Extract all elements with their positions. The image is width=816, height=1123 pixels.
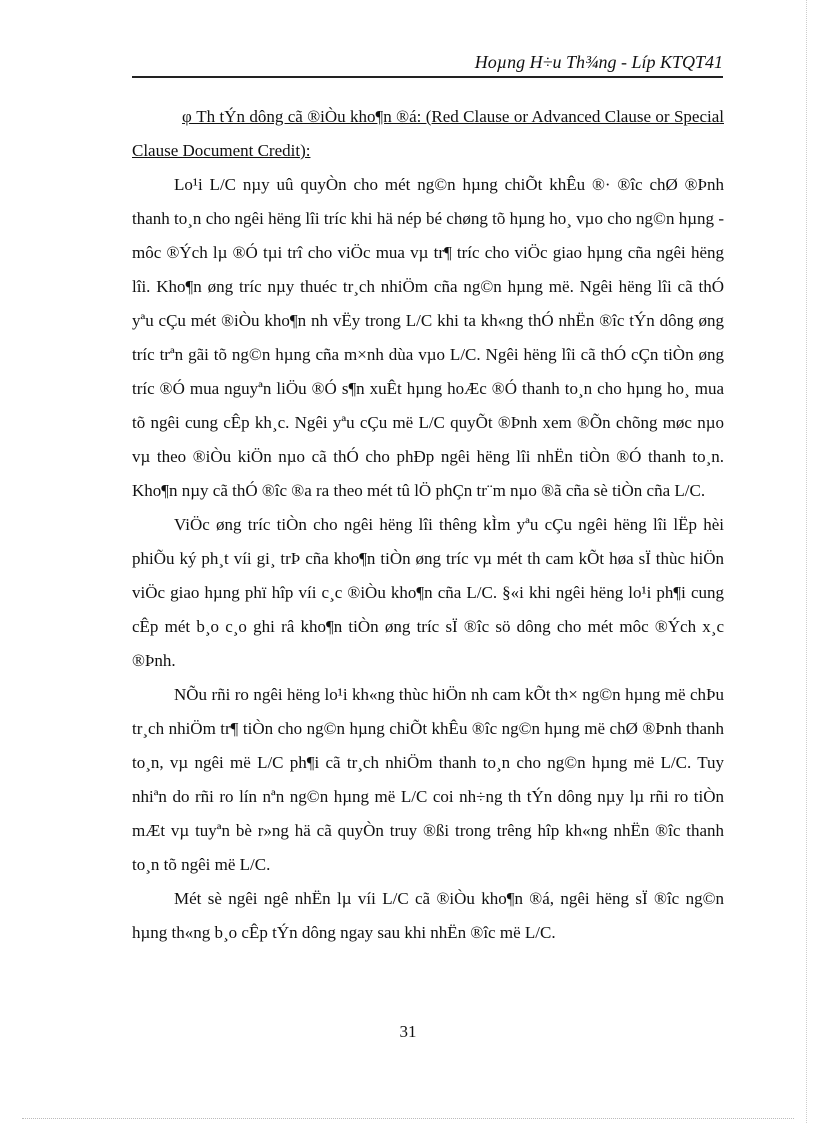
- paragraph-2: ViÖc øng tríc tiÒn cho ngêi hëng lîi thêng kÌm yªu cÇu ngêi hëng lîi lËp hèi phiÕu ký ph¸t víi gi¸ trÞ cña kho¶n tiÒn øng tríc vµ mét th cam kÕt høa sÏ thùc hiÖn viÖc giao hµng phï hîp víi c¸c ®iÒu kho¶n cña L/C. §«i khi ngêi hëng lo¹i ph¶i cung cÊp mét b¸o c¸o ghi râ kho¶n tiÒn øng tríc sÏ ®îc sö dông cho mét môc ®Ých x¸c ®Þnh.: [132, 515, 724, 670]
- paragraph-1: Lo¹i L/C nµy uû quyÒn cho mét ng©n hµng chiÕt khÊu ®· ®îc chØ ®Þnh thanh to¸n cho ngêi hëng lîi tríc khi hä nép bé chøng tõ hµng ho¸ vµo cho ng©n hµng - môc ®Ých lµ ®Ó tµi trî cho viÖc mua vµ tr¶ tríc cho viÖc giao hµng cña ngêi hëng lîi. Kho¶n øng tríc nµy thuéc tr¸ch nhiÖm cña ng©n hµng më. Ngêi hëng lîi cã thÓ yªu cÇu mét ®iÒu kho¶n nh vËy trong L/C khi ta kh«ng thÓ nhËn ®îc tÝn dông øng tríc trªn gãi tõ ng©n hµng cña m×nh dùa vµo L/C. Ngêi hëng lîi cã thÓ cÇn tiÒn øng tríc ®Ó mua nguyªn liÖu ®Ó s¶n xuÊt hµng hoÆc ®Ó thanh to¸n cho hµng ho¸ mua tõ ngêi cung cÊp kh¸c. Ngêi yªu cÇu më L/C quyÕt ®Þnh xem ®Õn chõng møc nµo vµ theo ®iÒu kiÖn nµo cã thÓ cho phÐp ngêi hëng lîi nhËn tiÒn ®Ó thanh to¸n. Kho¶n nµy cã thÓ ®îc ®a ra theo mét tû lÖ phÇn tr¨m nµo ®ã cña sè tiÒn cña L/C.: [132, 175, 724, 500]
- header-author-class: Hoµng H÷u Th¾ng - Líp KTQT41: [474, 52, 723, 72]
- page-number: 31: [399, 1022, 417, 1041]
- page-header: [132, 50, 723, 78]
- paragraph-4: Mét sè ngêi ngê nhËn lµ víi L/C cã ®iÒu kho¶n ®á, ngêi hëng sÏ ®îc ng©n hµng th«ng b¸o cÊp tÝn dông ngay sau khi nhËn ®îc më L/C.: [132, 889, 724, 942]
- section-heading: φ Th tÝn dông cã ®iÒu kho¶n ®á: (Red Clause or Advanced Clause or Special Clause Document Credit):: [132, 107, 724, 160]
- document-body: [132, 100, 724, 950]
- page-bottom-border: [22, 1118, 794, 1119]
- paragraph-3: NÕu rñi ro ngêi hëng lo¹i kh«ng thùc hiÖn nh cam kÕt th× ng©n hµng më chÞu tr¸ch nhiÖm tr¶ tiÒn cho ng©n hµng chiÕt khÊu ®îc ng©n hµng më chØ ®Þnh thanh to¸n, vµ ngêi më L/C ph¶i cã tr¸ch nhiÖm thanh to¸n cho ng©n hµng më L/C. Tuy nhiªn do rñi ro lín nªn ng©n hµng më L/C coi nh÷ng th tÝn dông nµy lµ rñi ro tiÒn mÆt vµ tuyªn bè r»ng hä cã quyÒn truy ®ßi trong trêng hîp kh«ng nhËn ®îc thanh to¸n tõ ngêi më L/C.: [132, 685, 724, 874]
- page-right-border: [806, 0, 807, 1123]
